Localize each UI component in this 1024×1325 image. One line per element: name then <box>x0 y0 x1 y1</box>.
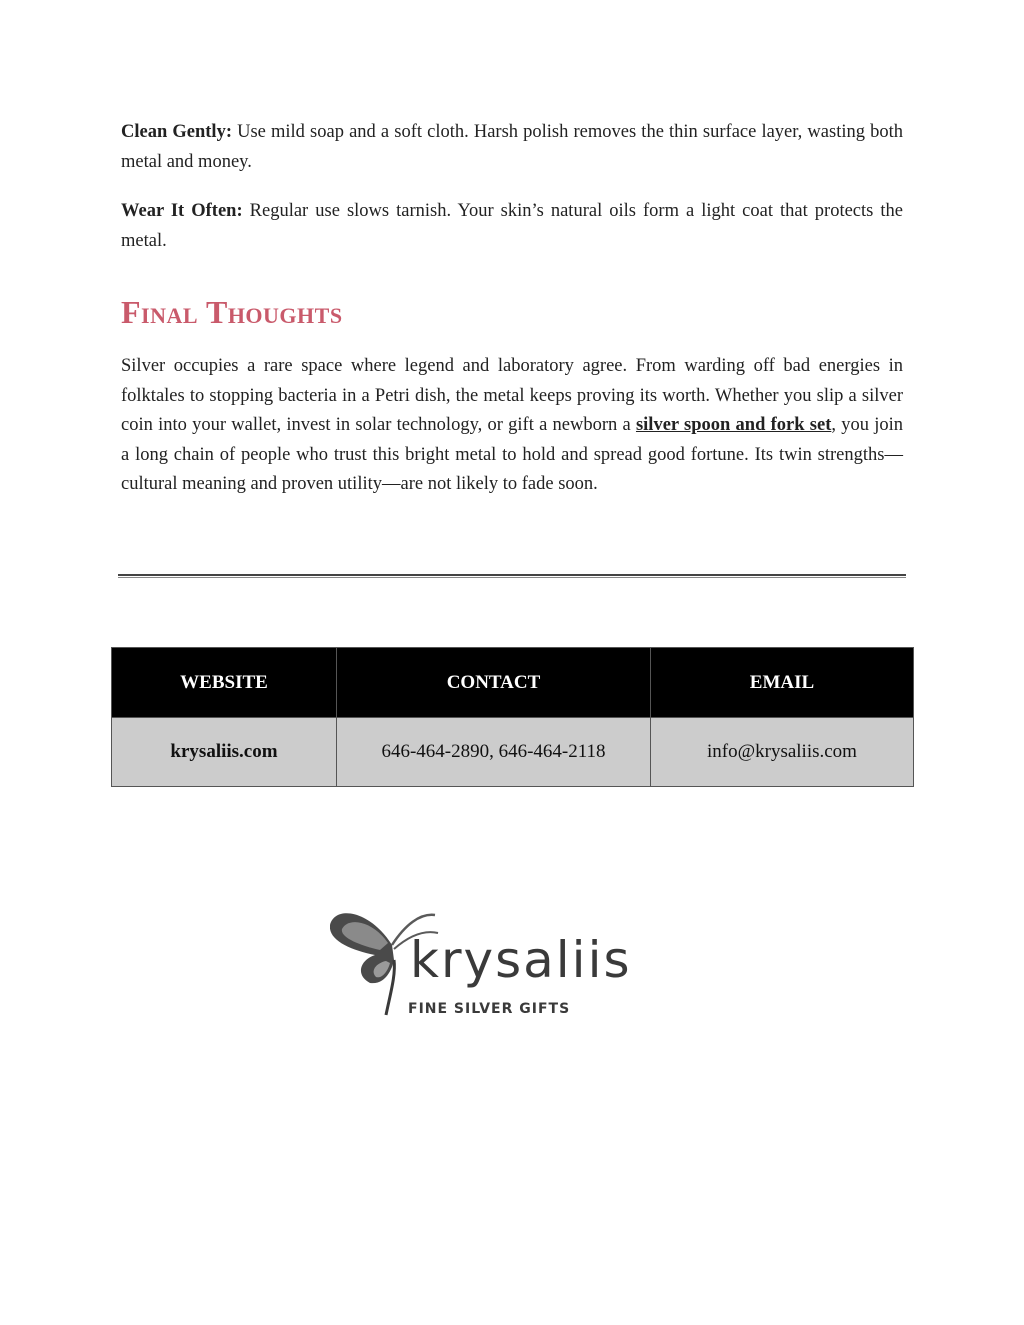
tip-text: Regular use slows tarnish. Your skin’s natural oils form a light coat that protects the metal. <box>121 201 903 251</box>
contact-table-header-row <box>112 648 914 718</box>
contact-table <box>111 647 914 787</box>
final-text-before: Silver occupies a rare space where legend and laboratory agree. From warding off bad energies in folktales to stopping bacteria in a Petri dish, the metal keeps proving its worth. Whether you slip a silver coin into your wallet, invest in solar technology, or gift a newborn a <box>121 356 903 435</box>
tip-clean-gently <box>121 118 903 177</box>
logo-tagline-text: FINE SILVER GIFTS <box>408 1001 571 1017</box>
tip-lead: Clean Gently: <box>121 122 232 142</box>
contact-table-row <box>112 718 914 787</box>
tip-wear-it-often <box>121 197 903 256</box>
email-cell[interactable]: info@krysaliis.com <box>651 718 914 787</box>
tip-text: Use mild soap and a soft cloth. Harsh polish removes the thin surface layer, wasting both metal and money. <box>121 122 903 172</box>
logo-graphic <box>330 905 700 1020</box>
final-thoughts-heading: Final Thoughts <box>121 294 343 330</box>
header-website: WEBSITE <box>112 648 337 718</box>
article-body <box>121 118 903 500</box>
krysaliis-logo <box>330 905 700 1020</box>
header-contact: CONTACT <box>337 648 651 718</box>
section-divider <box>118 574 906 578</box>
logo-wordmark <box>408 931 632 1017</box>
silver-spoon-fork-set-link[interactable]: silver spoon and fork set <box>635 415 832 435</box>
website-cell[interactable]: krysaliis.com <box>112 718 337 787</box>
final-thoughts-paragraph <box>121 352 903 500</box>
contact-phone-cell: 646-464-2890, 646-464-2118 <box>337 718 651 787</box>
header-email: EMAIL <box>651 648 914 718</box>
logo-brand-text: krysaliis <box>410 931 632 989</box>
tip-lead: Wear It Often: <box>121 201 243 221</box>
final-text-after: , you join a long chain of people who trust this bright metal to hold and spread good fortune. Its twin strengths—cultural meaning and proven utility—are not likely to fade soon. <box>121 415 904 494</box>
